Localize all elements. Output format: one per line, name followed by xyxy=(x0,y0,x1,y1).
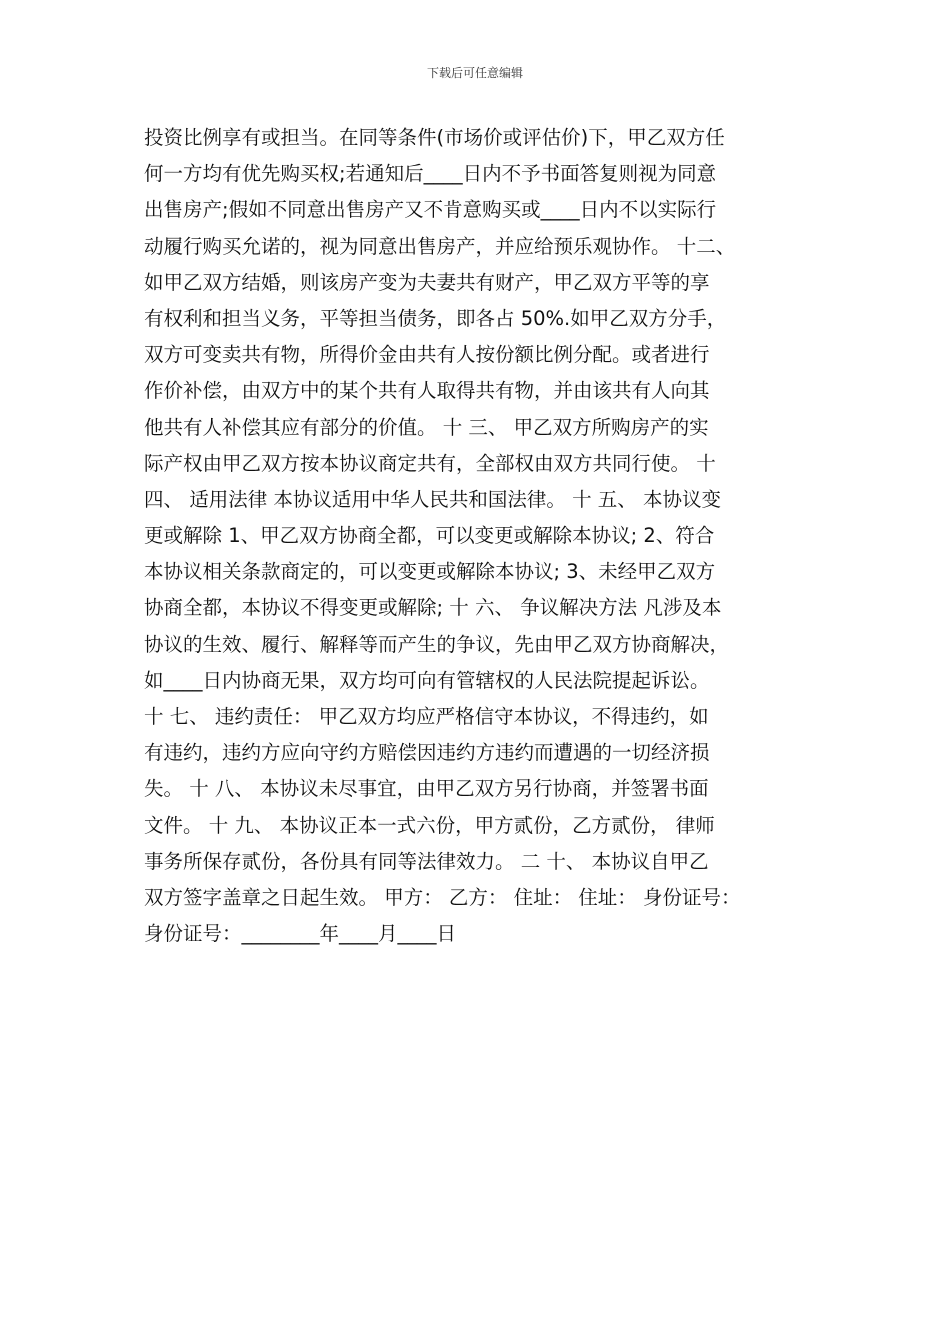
body-line: 身份证号：________年____月____日 xyxy=(144,922,457,946)
body-line: 有权利和担当义务，平等担当债务，即各占 50%.如甲乙双方分手， xyxy=(144,306,727,330)
body-line: 双方签字盖章之日起生效。 甲方： 乙方： 住址： 住址： 身份证号： xyxy=(144,885,741,909)
page-header: 下载后可任意编辑 xyxy=(426,66,523,80)
body-line: 动履行购买允诺的，视为同意出售房产，并应给预乐观协作。 十二、 xyxy=(144,234,736,258)
body-line: 失。 十 八、 本协议未尽事宜，由甲乙双方另行协商，并签署书面 xyxy=(144,777,709,801)
body-line: 他共有人补偿其应有部分的价值。 十 三、 甲乙双方所购房产的实 xyxy=(144,415,709,439)
body-line: 协商全都，本协议不得变更或解除; 十 六、 争议解决方法 凡涉及本 xyxy=(144,596,722,620)
body-line: 投资比例享有或担当。在同等条件(市场价或评估价)下，甲乙双方任 xyxy=(144,126,725,149)
body-line: 更或解除 1、甲乙双方协商全都，可以变更或解除本协议; 2、符合 xyxy=(144,524,715,548)
body-line: 协议的生效、履行、解释等而产生的争议，先由甲乙双方协商解决， xyxy=(144,632,730,656)
body-line: 有违约，违约方应向守约方赔偿因违约方违约而遭遇的一切经济损 xyxy=(144,741,710,765)
body-line: 十 七、 违约责任： 甲乙双方均应严格信守本协议，不得违约，如 xyxy=(144,705,709,728)
body-line: 本协议相关条款商定的，可以变更或解除本协议; 3、未经甲乙双方 xyxy=(144,560,716,584)
body-line: 文件。 十 九、 本协议正本一式六份，甲方贰份，乙方贰份， 律师 xyxy=(144,813,715,837)
body-line: 四、 适用法律 本协议适用中华人民共和国法律。 十 五、 本协议变 xyxy=(144,487,721,511)
body-line: 作价补偿，由双方中的某个共有人取得共有物，并由该共有人向其 xyxy=(144,379,710,403)
document-body xyxy=(144,120,824,952)
body-line: 双方可变卖共有物，所得价金由共有人按份额比例分配。或者进行 xyxy=(144,343,710,367)
body-line: 如____日内协商无果，双方均可向有管辖权的人民法院提起诉讼。 xyxy=(144,668,710,692)
body-line: 事务所保存贰份，各份具有同等法律效力。 二 十、 本协议自甲乙 xyxy=(144,849,709,873)
body-line: 如甲乙双方结婚，则该房产变为夫妻共有财产，甲乙双方平等的享 xyxy=(144,270,710,294)
body-line: 何一方均有优先购买权;若通知后____日内不予书面答复则视为同意 xyxy=(144,162,717,186)
body-line: 际产权由甲乙双方按本协议商定共有，全部权由双方共同行使。 十 xyxy=(144,451,716,475)
body-line: 出售房产;假如不同意出售房产又不肯意购买或____日内不以实际行 xyxy=(144,198,717,222)
